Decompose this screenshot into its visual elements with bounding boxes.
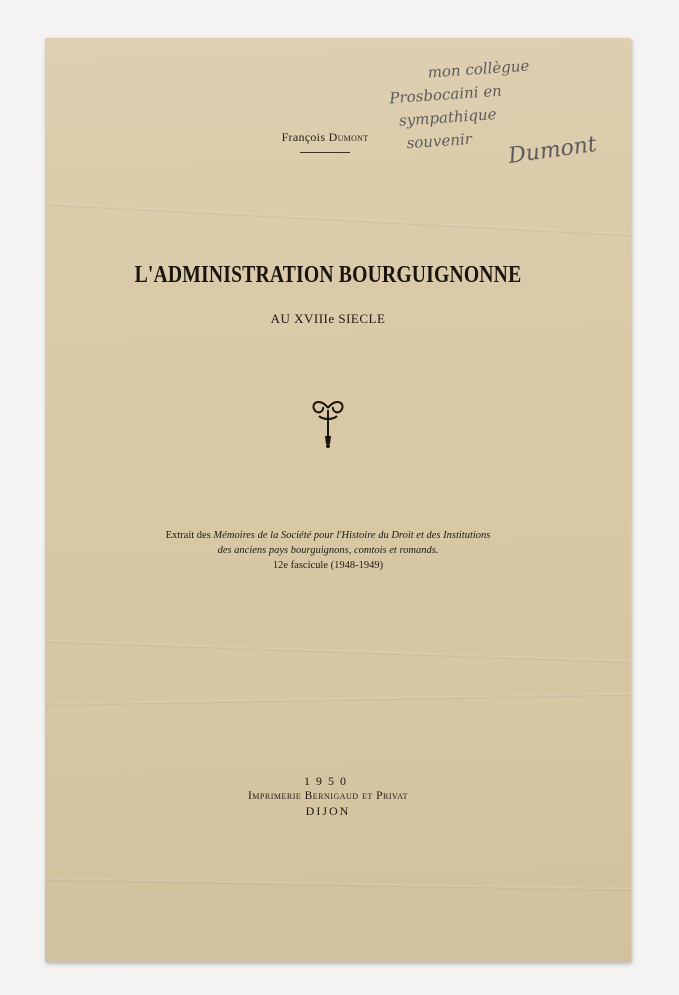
- key-ornament-icon: [309, 396, 347, 448]
- extract-notice: [45, 528, 611, 573]
- paper-crease: [45, 878, 631, 891]
- imprint: [45, 774, 611, 819]
- printer-name: Imprimerie Bernigaud et Privat: [247, 790, 409, 802]
- inscription-line: mon collègue: [427, 56, 530, 82]
- paper-crease: [45, 640, 631, 663]
- extract-prefix: Extrait des: [165, 530, 214, 541]
- journal-title-continued: des anciens pays bourguignons, comtois et romands.: [217, 545, 439, 556]
- inscription-line: souvenir: [406, 129, 473, 153]
- journal-title: Mémoires de la Société pour l'Histoire du Droit et des Institutions: [213, 530, 491, 541]
- inscription-line: sympathique: [398, 105, 498, 130]
- author-first-name: François: [281, 130, 326, 144]
- author-underline: [300, 152, 350, 153]
- page-title: L'ADMINISTRATION BOURGUIGNONNE: [134, 262, 522, 288]
- extract-line-1: [45, 528, 611, 543]
- paper-crease: [45, 203, 630, 237]
- inscription-line: Prosbocaini en: [388, 81, 503, 108]
- publication-city: DIJON: [305, 804, 351, 818]
- booklet-cover: [45, 38, 631, 962]
- paper-crease: [45, 693, 631, 706]
- publication-year: 1950: [304, 774, 352, 788]
- page-subtitle: AU XVIIIe SIECLE: [270, 311, 386, 326]
- issue-info: 12e fascicule (1948-1949): [272, 560, 384, 571]
- author-last-name: Dumont: [328, 130, 369, 144]
- signature: Dumont: [506, 131, 599, 170]
